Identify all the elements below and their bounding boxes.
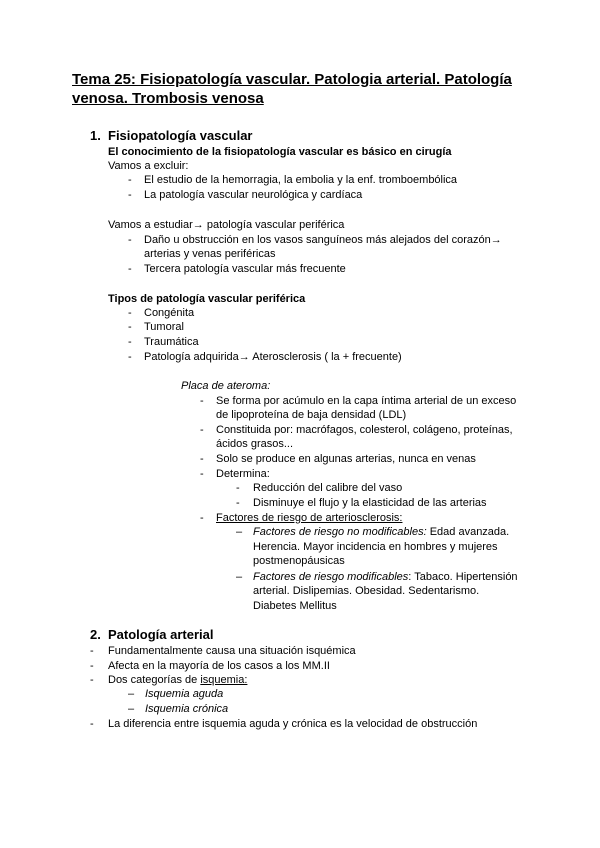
study-item: Daño u obstrucción en los vasos sanguíneos más alejados del corazón→ xyxy=(144,234,502,246)
risk-mod-text: : Tabaco. Hipertensión xyxy=(408,571,518,583)
section-2-title: Patología arterial xyxy=(108,627,214,642)
bullet-dash: - xyxy=(200,468,204,480)
determines-item: Disminuye el flujo y la elasticidad de las arterias xyxy=(253,497,487,509)
plaque-item: Se forma por acúmulo en la capa íntima arterial de un exceso xyxy=(216,395,517,407)
study-item: Tercera patología vascular más frecuente xyxy=(144,263,346,275)
section-2-item: Fundamentalmente causa una situación isquémica xyxy=(108,645,356,657)
section-1-number: 1. xyxy=(90,128,101,143)
bullet-dash: - xyxy=(200,512,204,524)
bullet-dash: - xyxy=(236,497,240,509)
type-item: Congénita xyxy=(144,307,195,319)
plaque-item: Determina: xyxy=(216,468,270,480)
section-2-number: 2. xyxy=(90,627,101,642)
types-heading: Tipos de patología vascular periférica xyxy=(108,293,306,305)
risk-nonmod-line xyxy=(253,525,509,539)
risk-mod-continued: Diabetes Mellitus xyxy=(253,600,337,612)
plaque-label: Placa de ateroma: xyxy=(181,380,271,392)
bullet-dash: - xyxy=(200,424,204,436)
bullet-dash: - xyxy=(128,351,132,363)
bullet-dash: - xyxy=(128,234,132,246)
exclude-item: La patología vascular neurológica y cardíaca xyxy=(144,189,363,201)
section-1-heading xyxy=(90,128,253,144)
determines-item: Reducción del calibre del vaso xyxy=(253,482,403,494)
section-2-last-item: La diferencia entre isquemia aguda y crónica es la velocidad de obstrucción xyxy=(108,718,478,730)
bullet-dash: - xyxy=(128,307,132,319)
bullet-dash: - xyxy=(200,395,204,407)
type-item: Patología adquirida→ Aterosclerosis ( la + frecuente) xyxy=(144,351,402,363)
plaque-item: Constituida por: macrófagos, colesterol, colágeno, proteínas, xyxy=(216,424,513,436)
intro-bold-text: El conocimiento de la fisiopatología vascular es básico en cirugía xyxy=(108,146,452,158)
document-title: Tema 25: Fisiopatología vascular. Patologia arterial. Patología venosa. Trombosis venosa xyxy=(72,71,512,107)
exclude-label: Vamos a excluir: xyxy=(108,160,189,172)
bullet-dash: - xyxy=(128,189,132,201)
bullet-dash: – xyxy=(236,526,243,538)
bullet-dash: – xyxy=(128,688,135,700)
bullet-dash: - xyxy=(128,263,132,275)
study-item-continued: arterias y venas periféricas xyxy=(144,248,276,260)
bullet-dash: - xyxy=(128,174,132,186)
risk-mod-continued: arterial. Dislipemias. Obesidad. Sedentarismo. xyxy=(253,585,480,597)
risk-nonmod-continued: Herencia. Mayor incidencia en hombres y mujeres xyxy=(253,541,498,553)
risk-nonmod-label: Factores de riesgo no modificables: xyxy=(253,526,427,538)
categories-word: isquemia: xyxy=(200,674,248,686)
risk-nonmod-continued: postmenopáusicas xyxy=(253,555,345,567)
bullet-dash: – xyxy=(236,571,243,583)
risk-mod-label: Factores de riesgo modificables xyxy=(253,571,409,583)
section-2-heading xyxy=(90,627,214,643)
plaque-item-continued: ácidos grasos... xyxy=(216,438,294,450)
section-1-title: Fisiopatología vascular xyxy=(108,128,253,143)
bullet-dash: - xyxy=(128,321,132,333)
risk-mod-line xyxy=(253,570,518,584)
bullet-dash: - xyxy=(90,645,94,657)
exclude-item: El estudio de la hemorragia, la embolia y la enf. tromboembólica xyxy=(144,174,458,186)
bullet-dash: – xyxy=(128,703,135,715)
category-item: Isquemia crónica xyxy=(145,703,229,715)
plaque-item: Solo se produce en algunas arterias, nunca en venas xyxy=(216,453,476,465)
bullet-dash: - xyxy=(236,482,240,494)
plaque-item-continued: de lipoproteína de baja densidad (LDL) xyxy=(216,409,407,421)
risk-factors-label: Factores de riesgo de arteriosclerosis: xyxy=(216,512,403,524)
type-item: Tumoral xyxy=(144,321,184,333)
bullet-dash: - xyxy=(128,336,132,348)
type-item: Traumática xyxy=(144,336,199,348)
category-item: Isquemia aguda xyxy=(145,688,224,700)
study-label: Vamos a estudiar→ patología vascular periférica xyxy=(108,219,345,231)
bullet-dash: - xyxy=(90,674,94,686)
risk-nonmod-text: Edad avanzada. xyxy=(426,526,510,538)
section-2-item: Afecta en la mayoría de los casos a los MM.II xyxy=(108,660,330,672)
categories-prefix: Dos categorías de xyxy=(108,674,201,686)
categories-line xyxy=(108,673,247,687)
bullet-dash: - xyxy=(200,453,204,465)
bullet-dash: - xyxy=(90,660,94,672)
bullet-dash: - xyxy=(90,718,94,730)
